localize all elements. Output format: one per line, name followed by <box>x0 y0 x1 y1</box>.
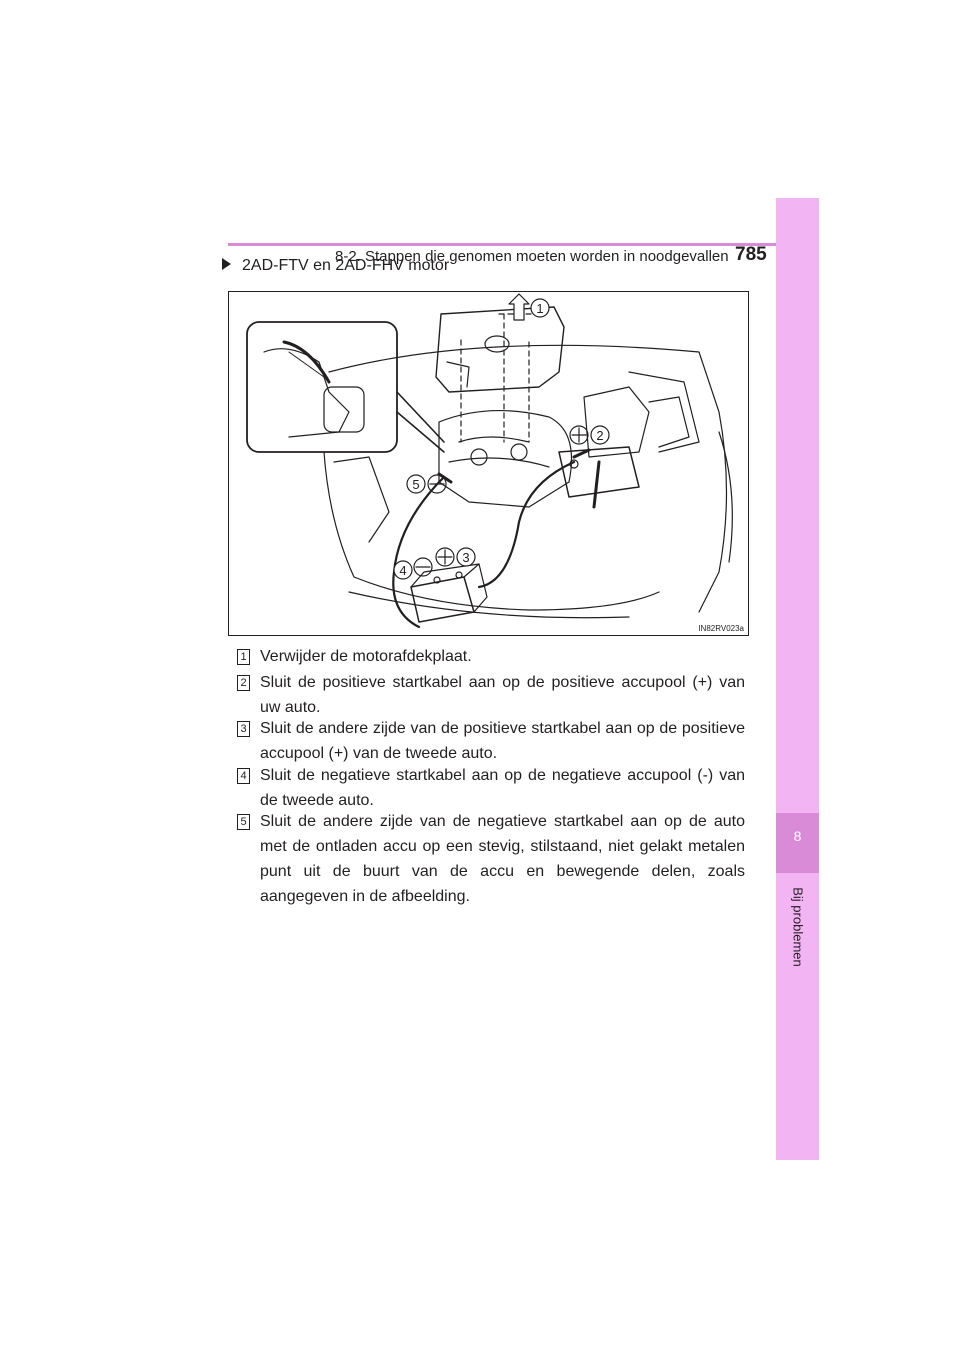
step-number-badge: 2 <box>237 675 250 691</box>
step-number-badge: 5 <box>237 814 250 830</box>
step-number-badge: 4 <box>237 768 250 784</box>
engine-bay-illustration <box>228 291 749 636</box>
triangle-bullet-icon <box>222 258 231 270</box>
callout-4: 4 <box>399 563 407 578</box>
figure-code: IN82RV023a <box>698 624 744 633</box>
callout-2: 2 <box>596 428 604 443</box>
chapter-number: 8 <box>793 828 802 844</box>
callout-1: 1 <box>536 301 544 316</box>
chapter-label <box>781 880 815 975</box>
engine-bay-drawing <box>229 292 748 635</box>
page-number: 785 <box>735 244 767 265</box>
callout-5: 5 <box>412 477 420 492</box>
step-text: Sluit de negatieve startkabel aan op de negatieve accupool (-) van de tweede auto. <box>260 767 745 809</box>
step-number-badge: 1 <box>237 649 250 665</box>
chapter-label-text: Bij problemen <box>790 887 806 967</box>
header-rule <box>228 243 818 246</box>
header-section-title: 8-2. Stappen die genomen moeten worden in noodgevallen <box>335 248 729 265</box>
section-heading <box>222 257 449 275</box>
callout-3: 3 <box>462 550 470 565</box>
step-text: Sluit de andere zijde van de negatieve startkabel aan op de auto met de ontladen accu op een stevig, stilstaand, niet gelakt metalen punt uit de buurt van de accu en bewegende delen, zoals aangegeven in de afbeelding. <box>260 813 745 905</box>
chapter-sidebar <box>776 198 819 1160</box>
step-text: Verwijder de motorafdekplaat. <box>260 648 472 665</box>
section-heading-text: 2AD-FTV en 2AD-FHV motor <box>242 257 450 274</box>
step-text: Sluit de positieve startkabel aan op de positieve accupool (+) van uw auto. <box>260 674 745 716</box>
step-text: Sluit de andere zijde van de positieve startkabel aan op de positieve accupool (+) van de tweede auto. <box>260 720 745 762</box>
step-number-badge: 3 <box>237 721 250 737</box>
